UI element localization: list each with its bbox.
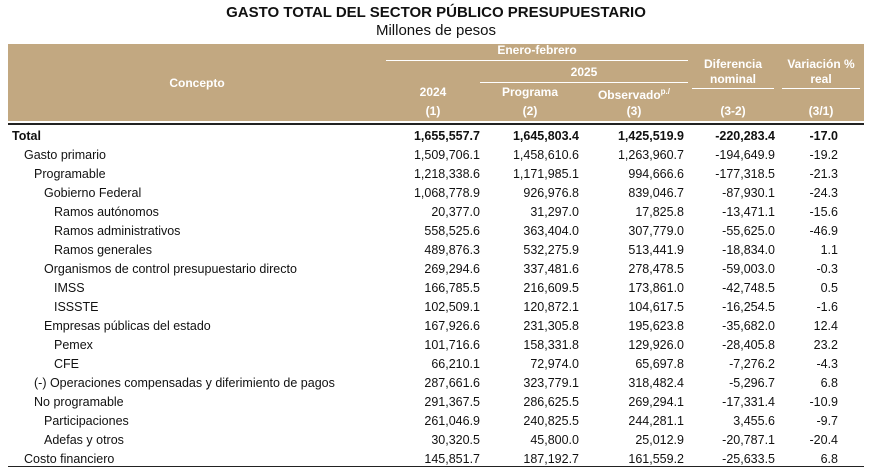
cell-observado: 17,825.8 (635, 205, 684, 219)
cell-v2024: 167,926.6 (424, 319, 480, 333)
row-label: Total (12, 129, 41, 143)
cell-programa: 240,825.5 (523, 414, 579, 428)
header-col-diferencia-line2: nominal (709, 72, 756, 86)
row-label: Ramos administrativos (54, 224, 181, 238)
cell-observado: 1,263,960.7 (617, 148, 684, 162)
cell-programa: 1,645,803.4 (512, 129, 579, 143)
table-row (8, 374, 864, 393)
cell-diferencia: -59,003.0 (722, 262, 775, 276)
cell-observado: 25,012.9 (635, 433, 684, 447)
cell-v2024: 102,509.1 (424, 300, 480, 314)
cell-observado: 173,861.0 (628, 281, 684, 295)
cell-diferencia: -194,649.9 (715, 148, 775, 162)
table-row (8, 336, 864, 355)
cell-variacion: -17.0 (809, 129, 838, 143)
cell-v2024: 66,210.1 (431, 357, 480, 371)
cell-diferencia: -17,331.4 (722, 395, 775, 409)
row-label: ISSSTE (54, 300, 99, 314)
cell-diferencia: 3,455.6 (733, 414, 775, 428)
row-label: IMSS (54, 281, 85, 295)
row-label: Participaciones (44, 414, 129, 428)
report-subtitle: Millones de pesos (375, 22, 497, 39)
cell-programa: 532,275.9 (523, 243, 579, 257)
header-col-observado (580, 85, 688, 102)
cell-variacion: -19.2 (809, 148, 838, 162)
cell-diferencia: -7,276.2 (729, 357, 775, 371)
table-row (8, 355, 864, 374)
cell-programa: 926,976.8 (523, 186, 579, 200)
cell-v2024: 30,320.5 (431, 433, 480, 447)
cell-v2024: 291,367.5 (424, 395, 480, 409)
cell-v2024: 1,068,778.9 (413, 186, 480, 200)
cell-programa: 286,625.5 (523, 395, 579, 409)
table-top-rule (8, 123, 864, 125)
cell-programa: 1,171,985.1 (512, 167, 579, 181)
header-col-diferencia-line1: Diferencia (703, 57, 763, 71)
header-col-programa-num: (2) (522, 104, 538, 118)
table-row (8, 241, 864, 260)
header-concepto: Concepto (169, 76, 225, 90)
cell-variacion: 23.2 (813, 338, 838, 352)
table-row (8, 184, 864, 203)
row-label: Ramos generales (54, 243, 152, 257)
cell-diferencia: -16,254.5 (722, 300, 775, 314)
cell-programa: 1,458,610.6 (512, 148, 579, 162)
cell-v2024: 145,851.7 (424, 452, 480, 466)
table-row (8, 412, 864, 431)
cell-variacion: 6.8 (820, 376, 838, 390)
header-periodo: Enero-febrero (497, 43, 577, 57)
row-label: Gobierno Federal (44, 186, 142, 200)
header-col-observado-label: Observado (597, 88, 661, 102)
cell-programa: 187,192.7 (523, 452, 579, 466)
cell-variacion: 6.8 (820, 452, 838, 466)
table-row (8, 165, 864, 184)
table-row (8, 260, 864, 279)
cell-v2024: 489,876.3 (424, 243, 480, 257)
cell-programa: 363,404.0 (523, 224, 579, 238)
cell-variacion: 12.4 (813, 319, 838, 333)
cell-observado: 65,697.8 (635, 357, 684, 371)
cell-v2024: 1,655,557.7 (413, 129, 480, 143)
cell-v2024: 1,218,338.6 (413, 167, 480, 181)
header-col-2024-num: (1) (425, 104, 441, 118)
cell-diferencia: -177,318.5 (715, 167, 775, 181)
cell-programa: 72,974.0 (530, 357, 579, 371)
header-col-observado-num: (3) (626, 104, 642, 118)
cell-observado: 994,666.6 (628, 167, 684, 181)
table-bottom-rule (8, 466, 864, 467)
cell-variacion: -46.9 (809, 224, 838, 238)
row-label: Organismos de control presupuestario directo (44, 262, 297, 276)
cell-observado: 1,425,519.9 (617, 129, 684, 143)
cell-diferencia: -5,296.7 (729, 376, 775, 390)
cell-v2024: 287,661.6 (424, 376, 480, 390)
cell-variacion: -0.3 (816, 262, 838, 276)
table-header (8, 44, 864, 121)
cell-diferencia: -25,633.5 (722, 452, 775, 466)
row-label: Empresas públicas del estado (44, 319, 211, 333)
row-label: Gasto primario (24, 148, 106, 162)
cell-diferencia: -20,787.1 (722, 433, 775, 447)
cell-variacion: -24.3 (809, 186, 838, 200)
row-label: Ramos autónomos (54, 205, 159, 219)
cell-observado: 161,559.2 (628, 452, 684, 466)
cell-programa: 323,779.1 (523, 376, 579, 390)
header-col-programa: Programa (501, 85, 559, 99)
row-label: Pemex (54, 338, 93, 352)
cell-observado: 269,294.1 (628, 395, 684, 409)
cell-programa: 337,481.6 (523, 262, 579, 276)
row-label: CFE (54, 357, 79, 371)
cell-observado: 244,281.1 (628, 414, 684, 428)
table-row (8, 127, 864, 146)
row-label: Adefas y otros (44, 433, 124, 447)
header-diferencia-rule (692, 88, 774, 89)
cell-diferencia: -35,682.0 (722, 319, 775, 333)
cell-v2024: 101,716.6 (424, 338, 480, 352)
cell-observado: 839,046.7 (628, 186, 684, 200)
cell-diferencia: -42,748.5 (722, 281, 775, 295)
report-title: GASTO TOTAL DEL SECTOR PÚBLICO PRESUPUESTARIO (226, 4, 646, 21)
cell-variacion: -1.6 (816, 300, 838, 314)
cell-variacion: -21.3 (809, 167, 838, 181)
cell-v2024: 20,377.0 (431, 205, 480, 219)
cell-variacion: -4.3 (816, 357, 838, 371)
cell-observado: 307,779.0 (628, 224, 684, 238)
cell-variacion: -10.9 (809, 395, 838, 409)
cell-v2024: 166,785.5 (424, 281, 480, 295)
cell-v2024: 261,046.9 (424, 414, 480, 428)
header-col-diferencia-num: (3-2) (720, 104, 746, 118)
cell-variacion: -9.7 (816, 414, 838, 428)
row-label: (-) Operaciones compensadas y diferimiento de pagos (34, 376, 335, 390)
row-label: Programable (34, 167, 106, 181)
cell-observado: 129,926.0 (628, 338, 684, 352)
cell-programa: 45,800.0 (530, 433, 579, 447)
cell-diferencia: -13,471.1 (722, 205, 775, 219)
header-col-observado-note: p./ (660, 87, 671, 96)
header-col-variacion-line1: Variación % (787, 57, 855, 71)
table-row (8, 393, 864, 412)
cell-observado: 318,482.4 (628, 376, 684, 390)
cell-diferencia: -220,283.4 (715, 129, 775, 143)
cell-programa: 158,331.8 (523, 338, 579, 352)
table-row (8, 298, 864, 317)
cell-observado: 104,617.5 (628, 300, 684, 314)
cell-programa: 120,872.1 (523, 300, 579, 314)
header-variacion-rule (782, 88, 860, 89)
cell-diferencia: -55,625.0 (722, 224, 775, 238)
cell-v2024: 269,294.6 (424, 262, 480, 276)
header-col-2024: 2024 (419, 85, 447, 99)
cell-observado: 195,623.8 (628, 319, 684, 333)
table-row (8, 431, 864, 450)
cell-observado: 278,478.5 (628, 262, 684, 276)
header-periodo-rule (386, 60, 688, 61)
cell-programa: 231,305.8 (523, 319, 579, 333)
table-row (8, 146, 864, 165)
row-label: No programable (34, 395, 124, 409)
header-col-variacion-num: (3/1) (808, 104, 834, 118)
header-2025-rule (480, 82, 688, 83)
table-row (8, 279, 864, 298)
cell-programa: 31,297.0 (530, 205, 579, 219)
table-row (8, 317, 864, 336)
cell-variacion: -15.6 (809, 205, 838, 219)
cell-diferencia: -87,930.1 (722, 186, 775, 200)
cell-diferencia: -28,405.8 (722, 338, 775, 352)
header-col-variacion-line2: real (810, 72, 832, 86)
cell-variacion: 0.5 (820, 281, 838, 295)
header-2025: 2025 (570, 65, 598, 79)
cell-observado: 513,441.9 (628, 243, 684, 257)
cell-v2024: 558,525.6 (424, 224, 480, 238)
cell-programa: 216,609.5 (523, 281, 579, 295)
cell-v2024: 1,509,706.1 (413, 148, 480, 162)
cell-diferencia: -18,834.0 (722, 243, 775, 257)
cell-variacion: 1.1 (820, 243, 838, 257)
cell-variacion: -20.4 (809, 433, 838, 447)
table-row (8, 203, 864, 222)
row-label: Costo financiero (24, 452, 115, 466)
table-row (8, 222, 864, 241)
